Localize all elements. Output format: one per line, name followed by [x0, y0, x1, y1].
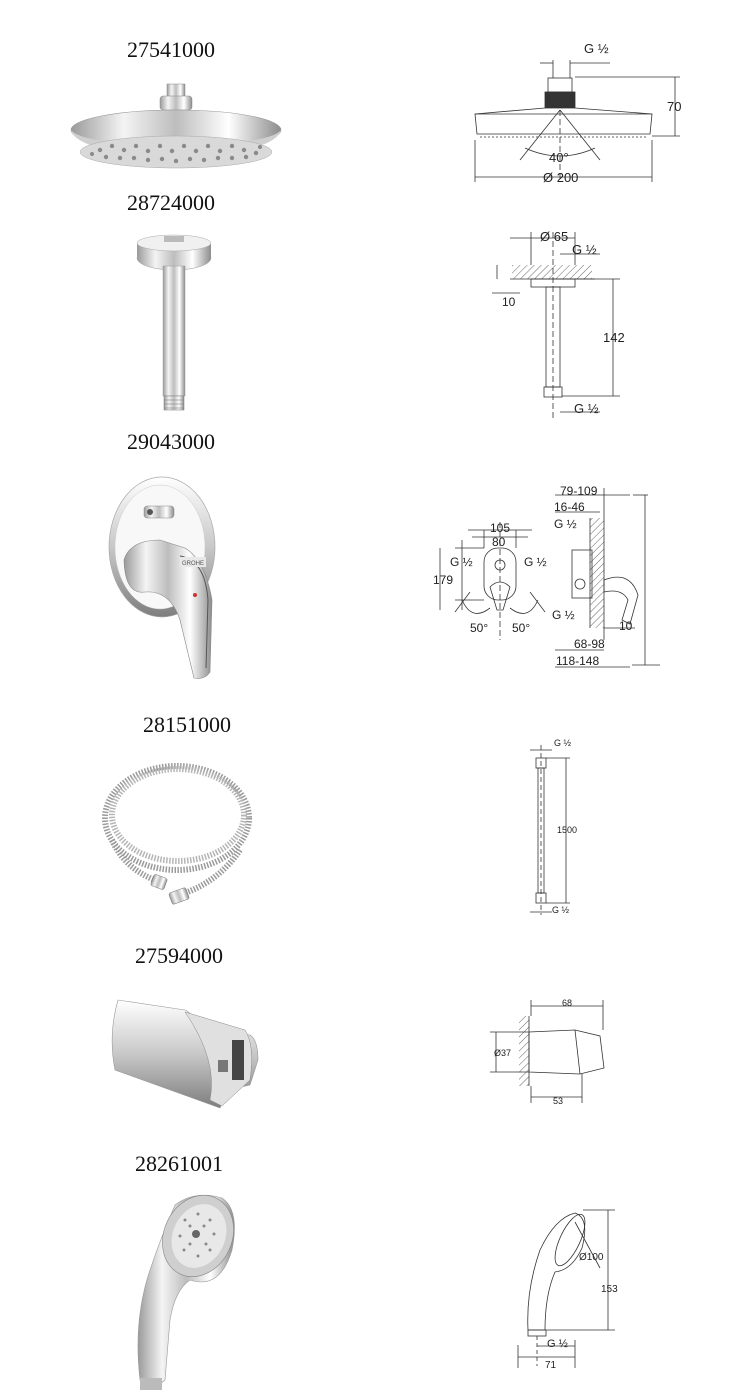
dim-depth: 53 — [553, 1096, 564, 1106]
product-code-1: 27541000 — [127, 37, 215, 62]
dim-height: 153 — [601, 1284, 618, 1295]
dim-thread: G ½ — [584, 41, 609, 56]
dim-offset: 10 — [619, 619, 633, 633]
dim-thread-side-bottom: G ½ — [552, 608, 575, 622]
dim-length: 68 — [562, 998, 573, 1008]
dim-angle-right: 50° — [512, 621, 531, 635]
dim-w-inner: 80 — [492, 535, 506, 549]
dim-angle: 40° — [549, 150, 569, 165]
dim-depth-b: 118-148 — [556, 654, 600, 668]
product-code-6: 28261001 — [135, 1151, 223, 1176]
dim-diameter: Ø100 — [579, 1252, 604, 1263]
product-code-4: 28151000 — [143, 712, 231, 737]
dim-height: 179 — [433, 573, 454, 587]
dim-width: 71 — [545, 1360, 557, 1371]
dim-thread-top: G ½ — [554, 738, 572, 748]
dim-depth-a: 68-98 — [574, 637, 605, 651]
dim-depth-total: 79-109 — [560, 484, 598, 498]
dim-flange: Ø 65 — [540, 229, 569, 244]
dim-length: 142 — [603, 330, 625, 345]
dim-w-outer: 105 — [490, 521, 511, 535]
dim-height: 70 — [667, 99, 682, 114]
dim-offset: 10 — [502, 295, 516, 309]
product-code-2: 28724000 — [127, 190, 215, 215]
dim-thread: G ½ — [547, 1338, 568, 1350]
dim-angle-left: 50° — [470, 621, 489, 635]
dim-thread-top: G ½ — [572, 242, 597, 257]
dim-depth-part: 16-46 — [554, 500, 585, 514]
dim-thread-side-top: G ½ — [554, 517, 577, 531]
dim-thread-left: G ½ — [450, 555, 473, 569]
dim-diameter: Ø37 — [494, 1048, 512, 1058]
dim-diameter: Ø 200 — [543, 170, 579, 185]
svg-text:GROHE: GROHE — [182, 561, 205, 567]
dim-thread-bottom: G ½ — [574, 401, 599, 416]
product-code-3: 29043000 — [127, 429, 215, 454]
dim-thread-bottom: G ½ — [552, 905, 570, 915]
dim-length: 1500 — [557, 825, 578, 835]
product-code-5: 27594000 — [135, 943, 223, 968]
dim-thread-right: G ½ — [524, 555, 547, 569]
